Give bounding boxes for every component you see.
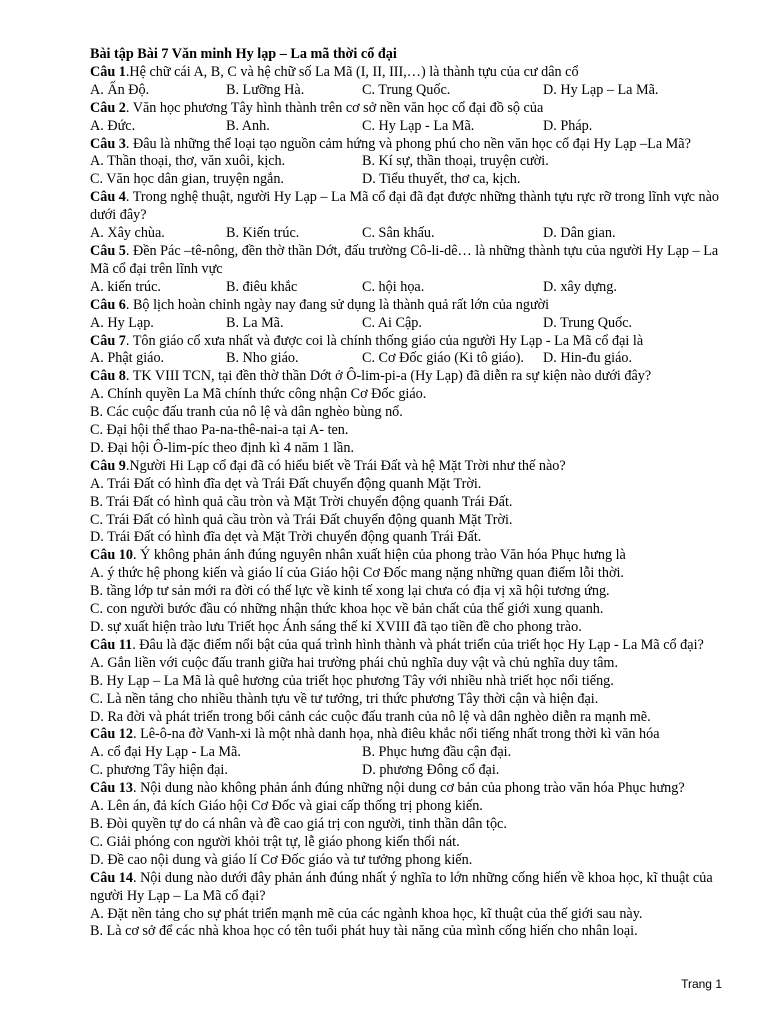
answer-option: C. Hy Lạp - La Mã. <box>362 117 475 134</box>
question-14 <box>90 870 740 942</box>
answer-option: C. Sân khấu. <box>362 225 435 242</box>
answer-option: A. Đặt nền tảng cho sự phát triển mạnh mẽ của các ngành khoa học, kĩ thuật của thế giới sau này. <box>90 905 643 922</box>
answer-option: C. Là nền tảng cho nhiều thành tựu về tư tưởng, tri thức phương Tây thời cận và hiện đại. <box>90 690 599 707</box>
question-stem <box>90 368 740 386</box>
question-6 <box>90 297 740 333</box>
answer-option: C. con người bước đầu có những nhận thức khoa học về bản chất của thế giới xung quanh. <box>90 601 604 618</box>
answer-option: A. Xây chùa. <box>90 225 165 242</box>
question-number: Câu 2 <box>90 99 126 116</box>
question-number: Câu 12 <box>90 726 133 743</box>
answer-option: B. Hy Lạp – La Mã là quê hương của triết học phương Tây với nhiều nhà triết học nổi tiếng. <box>90 672 614 689</box>
answer-option: C. Giải phóng con người khỏi trật tự, lễ giáo phong kiến thối nát. <box>90 833 460 850</box>
question-4 <box>90 189 740 243</box>
question-text: . Lê-ô-na đờ Vanh-xi là một nhà danh họa, nhà điêu khắc nổi tiếng nhất trong thời kì văn hóa <box>132 726 660 743</box>
question-text: . Nội dung nào không phản ánh đúng những nội dung cơ bản của phong trào văn hóa Phục hưng? <box>132 780 685 797</box>
answer-option: D. Hy Lạp – La Mã. <box>543 81 659 98</box>
question-3 <box>90 136 740 190</box>
answer-option: B. tầng lớp tư sản mới ra đời có thế lực về kinh tế xong lại chưa có địa vị xã hội tương ứng. <box>90 583 610 600</box>
question-stem <box>90 458 740 476</box>
answer-option: B. Lưỡng Hà. <box>226 81 305 98</box>
question-text: . Đền Pác –tê-nông, đền thờ thần Dớt, đấu trường Cô-li-dê… là những thành tựu của người Hy Lạp – La Mã cổ đại trên lĩnh vực <box>90 242 719 277</box>
answer-option: B. Phục hưng đầu cận đại. <box>362 744 512 761</box>
answer-option: D. Hin-đu giáo. <box>543 350 633 367</box>
answer-option: D. Dân gian. <box>543 225 616 242</box>
answer-options <box>90 906 740 942</box>
answer-options <box>90 350 740 368</box>
question-stem <box>90 189 740 225</box>
question-stem <box>90 547 740 565</box>
answer-options <box>90 315 740 333</box>
answer-options <box>90 225 740 243</box>
answer-option: D. Ra đời và phát triển trong bối cảnh các cuộc đấu tranh của nô lệ và dân nghèo diễn ra mạnh mẽ. <box>90 708 651 725</box>
question-stem <box>90 243 740 279</box>
question-text: . Trong nghệ thuật, người Hy Lạp – La Mã cổ đại đã đạt được những thành tựu rực rỡ trong lĩnh vực nào dưới đây? <box>90 189 719 224</box>
question-stem <box>90 100 740 118</box>
question-number: Câu 13 <box>90 780 133 797</box>
answer-option: A. Ấn Độ. <box>90 81 150 98</box>
question-2 <box>90 100 740 136</box>
answer-option: A. Gắn liền với cuộc đấu tranh giữa hai trường phái chủ nghĩa duy vật và chủ nghĩa duy tâm. <box>90 654 618 671</box>
answer-option: B. Nho giáo. <box>226 350 299 367</box>
answer-options <box>90 118 740 136</box>
answer-option: A. Thần thoại, thơ, văn xuôi, kịch. <box>90 153 286 170</box>
question-number: Câu 7 <box>90 332 126 349</box>
question-number: Câu 6 <box>90 296 126 313</box>
answer-option: D. Trái Đất có hình đĩa dẹt và Mặt Trời chuyển động quanh Trái Đất. <box>90 529 482 546</box>
question-stem <box>90 64 740 82</box>
question-text: .Hệ chữ cái A, B, C và hệ chữ số La Mã (I, II, III,…) là thành tựu của cư dân cổ <box>125 63 579 80</box>
answer-options <box>90 82 740 100</box>
answer-option: A. Hy Lạp. <box>90 314 154 331</box>
answer-options <box>90 655 740 727</box>
answer-option: D. Đại hội Ô-lim-píc theo định kì 4 năm 1 lần. <box>90 439 354 456</box>
answer-options <box>90 153 740 189</box>
question-5 <box>90 243 740 297</box>
question-text: .Người Hi Lạp cổ đại đã có hiểu biết về Trái Đất và hệ Mặt Trời như thế nào? <box>125 457 566 474</box>
question-number: Câu 14 <box>90 869 133 886</box>
question-stem <box>90 870 740 906</box>
question-number: Câu 1 <box>90 63 126 80</box>
answer-options <box>90 279 740 297</box>
answer-option: C. Cơ Đốc giáo (Ki tô giáo). <box>362 350 524 367</box>
answer-option: A. kiến trúc. <box>90 278 161 295</box>
answer-option: B. Kiến trúc. <box>226 225 300 242</box>
question-11 <box>90 637 740 727</box>
answer-option: B. Các cuộc đấu tranh của nô lệ và dân nghèo bùng nổ. <box>90 404 403 421</box>
question-number: Câu 5 <box>90 242 126 259</box>
question-stem <box>90 297 740 315</box>
answer-option: B. La Mã. <box>226 314 284 331</box>
answer-options <box>90 386 740 458</box>
question-stem <box>90 780 740 798</box>
document-title: Bài tập Bài 7 Văn minh Hy lạp – La mã thời cổ đại <box>90 46 397 62</box>
question-stem <box>90 136 740 154</box>
answer-option: B. điêu khắc <box>226 278 298 295</box>
answer-option: D. Đề cao nội dung và giáo lí Cơ Đốc giáo và tư tưởng phong kiến. <box>90 851 473 868</box>
question-text: . Đâu là đặc điểm nổi bật của quá trình hình thành và phát triển của triết học Hy Lạp - La Mã cổ đại? <box>132 636 704 653</box>
question-7 <box>90 333 740 369</box>
answer-options <box>90 565 740 637</box>
question-stem <box>90 726 740 744</box>
answer-options <box>90 798 740 870</box>
question-13 <box>90 780 740 870</box>
answer-option: C. Đại hội thể thao Pa-na-thê-nai-a tại A- ten. <box>90 422 349 439</box>
question-list <box>90 64 740 941</box>
answer-option: C. Trung Quốc. <box>362 81 451 98</box>
question-number: Câu 3 <box>90 135 126 152</box>
answer-option: A. Đức. <box>90 117 136 134</box>
answer-option: B. Trái Đất có hình quả cầu tròn và Mặt Trời chuyển động quanh Trái Đất. <box>90 493 513 510</box>
answer-option: D. Trung Quốc. <box>543 314 633 331</box>
question-stem <box>90 333 740 351</box>
answer-option: A. Trái Đất có hình đĩa dẹt và Trái Đất chuyển động quanh Mặt Trời. <box>90 475 482 492</box>
answer-option: D. xây dựng. <box>543 278 617 295</box>
answer-option: C. Trái Đất có hình quả cầu tròn và Trái Đất chuyển động quanh Mặt Trời. <box>90 511 513 528</box>
answer-option: A. Phật giáo. <box>90 350 165 367</box>
answer-option: D. Tiểu thuyết, thơ ca, kịch. <box>362 171 521 188</box>
question-number: Câu 11 <box>90 636 133 653</box>
answer-option: A. Lên án, đả kích Giáo hội Cơ Đốc và giai cấp thống trị phong kiến. <box>90 798 483 815</box>
question-text: . Nội dung nào dưới đây phản ánh đúng nhất ý nghĩa to lớn những cống hiến về khoa học, kĩ thuật của người Hy Lạp – La Mã cổ đại? <box>90 869 713 904</box>
answer-option: A. Chính quyền La Mã chính thức công nhận Cơ Đốc giáo. <box>90 386 427 403</box>
answer-option: B. Kí sự, thần thoại, truyện cười. <box>362 153 549 170</box>
answer-option: C. phương Tây hiện đại. <box>90 762 228 779</box>
question-text: . Đâu là những thể loại tạo nguồn cảm hứng và phong phú cho nền văn học cổ đại Hy Lạp –La Mã? <box>125 135 691 152</box>
question-text: . Tôn giáo cổ xưa nhất và được coi là chính thống giáo của người Hy Lạp - La Mã cổ đại là <box>125 332 644 349</box>
question-text: . Văn học phương Tây hình thành trên cơ sở nền văn học cổ đại đồ sộ của <box>125 99 544 116</box>
answer-option: C. Ai Cập. <box>362 314 422 331</box>
document-body <box>90 46 740 941</box>
question-text: . Ý không phản ánh đúng nguyên nhân xuất hiện của phong trào Văn hóa Phục hưng là <box>132 547 626 564</box>
answer-option: A. ý thức hệ phong kiến và giáo lí của Giáo hội Cơ Đốc mang nặng những quan điểm lỗi thời. <box>90 565 624 582</box>
answer-option: D. phương Đông cổ đại. <box>362 762 500 779</box>
page-number: Trang 1 <box>681 977 722 991</box>
question-8 <box>90 368 740 458</box>
question-stem <box>90 637 740 655</box>
answer-option: D. sự xuất hiện trào lưu Triết học Ánh sáng thế kỉ XVIII đã tạo tiền đề cho phong trào. <box>90 619 582 635</box>
question-text: . TK VIII TCN, tại đền thờ thần Dớt ở Ô-lim-pi-a (Hy Lạp) đã diễn ra sự kiện nào dưới đây? <box>125 368 652 385</box>
question-12 <box>90 726 740 780</box>
answer-option: C. hội họa. <box>362 278 425 295</box>
answer-option: B. Đòi quyền tự do cá nhân và đề cao giá trị con người, tinh thần dân tộc. <box>90 815 507 832</box>
question-number: Câu 10 <box>90 547 133 564</box>
question-9 <box>90 458 740 548</box>
answer-option: D. Pháp. <box>543 117 593 134</box>
question-10 <box>90 547 740 637</box>
answer-options <box>90 476 740 548</box>
answer-options <box>90 744 740 780</box>
answer-option: B. Anh. <box>226 117 270 134</box>
answer-option: C. Văn học dân gian, truyện ngắn. <box>90 171 284 188</box>
question-number: Câu 4 <box>90 189 126 206</box>
answer-option: A. cổ đại Hy Lạp - La Mã. <box>90 744 241 761</box>
question-1 <box>90 64 740 100</box>
question-text: . Bộ lịch hoàn chỉnh ngày nay đang sử dụng là thành quả rất lớn của người <box>125 296 550 313</box>
answer-option: B. Là cơ sở để các nhà khoa học có tên tuổi phát huy tài năng của mình cống hiến cho nhân loại. <box>90 923 638 940</box>
question-number: Câu 8 <box>90 368 126 385</box>
question-number: Câu 9 <box>90 457 126 474</box>
